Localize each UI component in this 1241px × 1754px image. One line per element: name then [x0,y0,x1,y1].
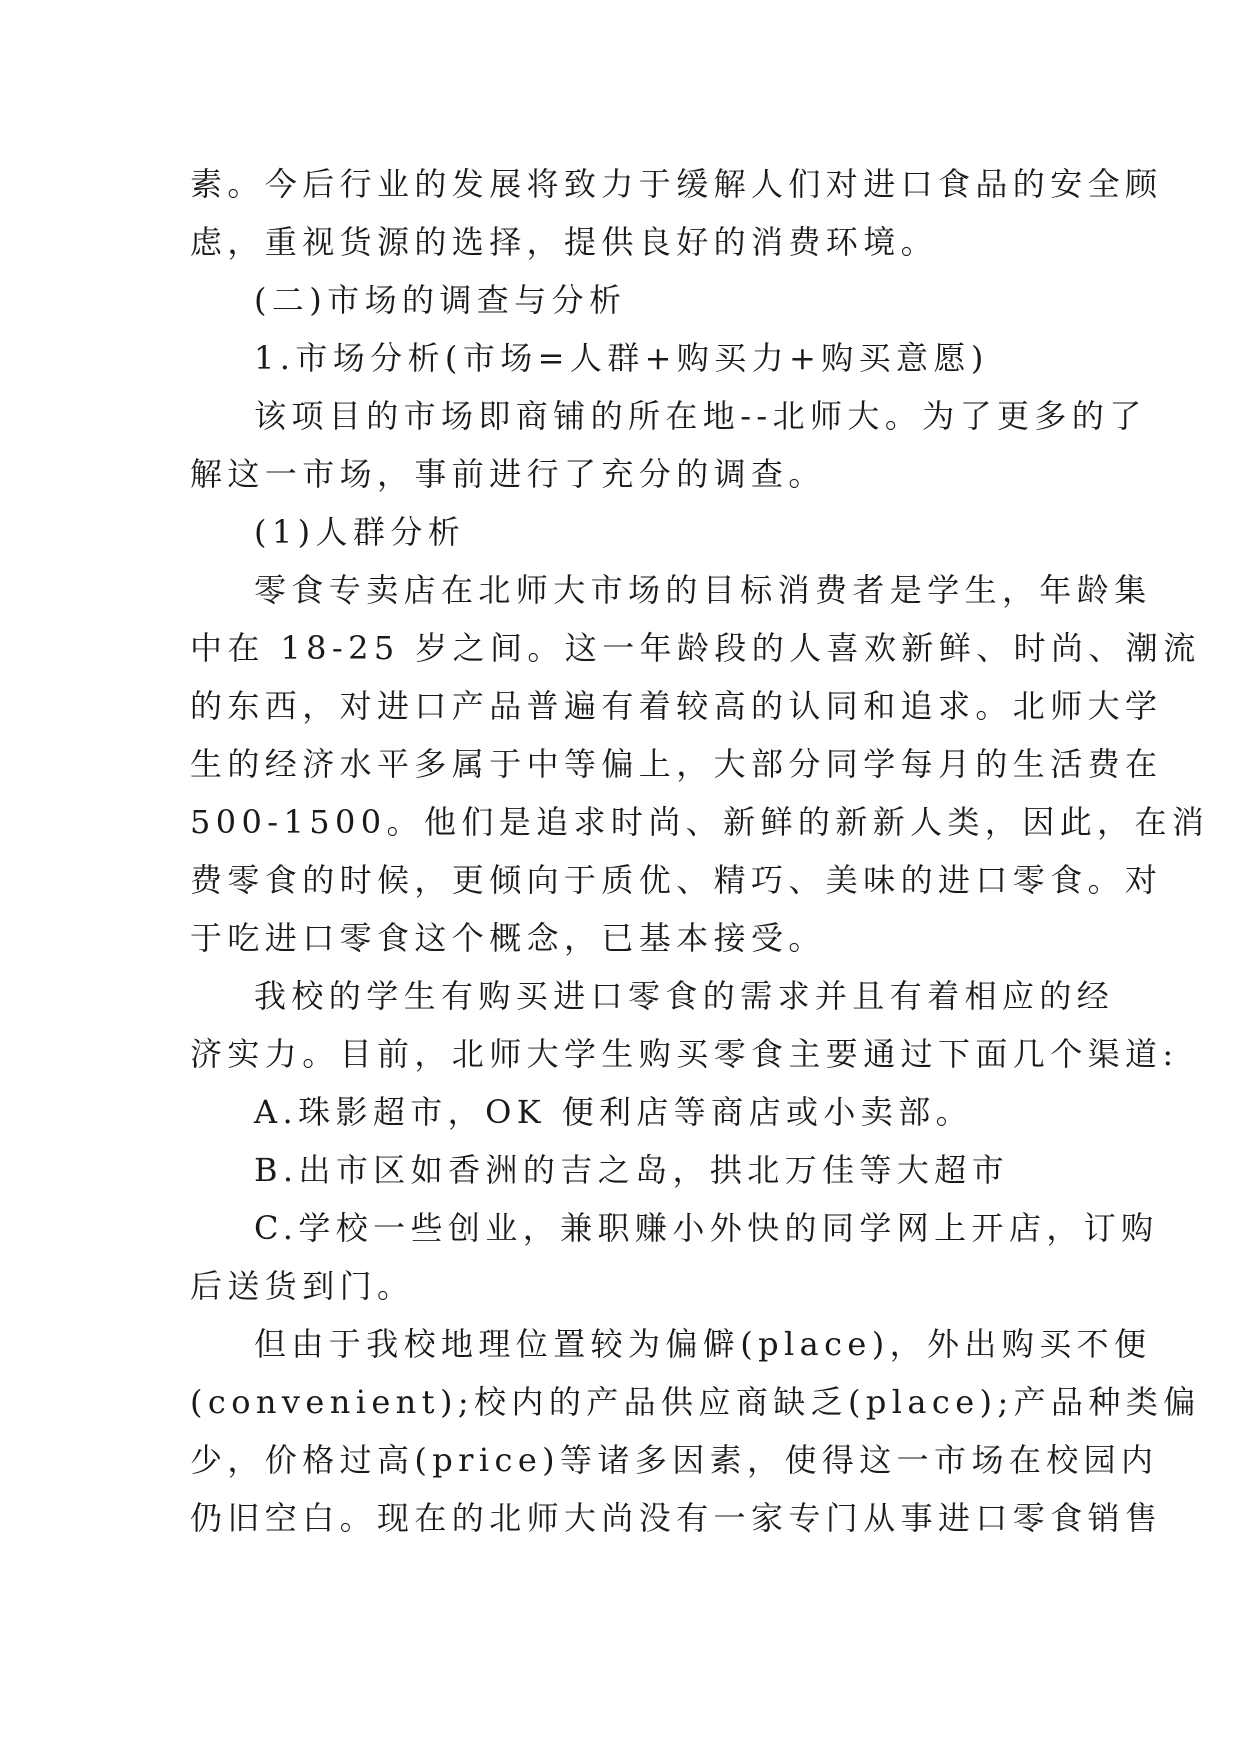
text-line: 少，价格过高(price)等诸多因素，使得这一市场在校园内 [190,1441,1159,1479]
text-line: 仍旧空白。现在的北师大尚没有一家专门从事进口零食销售 [190,1499,1163,1537]
text-line: 500-1500。他们是追求时尚、新鲜的新新人类，因此，在消 [190,803,1210,841]
list-item: A.珠影超市，OK 便利店等商店或小卖部。 [254,1093,973,1131]
text-line: 素。今后行业的发展将致力于缓解人们对进口食品的安全顾 [190,165,1163,203]
text-line: 解这一市场，事前进行了充分的调查。 [190,455,826,493]
text-line: 虑，重视货源的选择，提供良好的消费环境。 [190,223,939,261]
section-heading: (二)市场的调查与分析 [254,281,627,319]
text-line: (convenient);校内的产品供应商缺乏(place);产品种类偏 [190,1383,1201,1421]
document-page [190,155,1210,1547]
list-item: B.出市区如香洲的吉之岛，拱北万佳等大超市 [254,1151,1010,1189]
subsection-heading: (1)人群分析 [254,513,466,551]
text-line: 费零食的时候，更倾向于质优、精巧、美味的进口零食。对 [190,861,1163,899]
text-line: 我校的学生有购买进口零食的需求并且有着相应的经 [254,977,1115,1015]
text-line: 生的经济水平多属于中等偏上，大部分同学每月的生活费在 [190,745,1163,783]
text-line: 济实力。目前，北师大学生购买零食主要通过下面几个渠道: [190,1035,1179,1073]
text-line: 于吃进口零食这个概念，已基本接受。 [190,919,826,957]
text-line: 该项目的市场即商铺的所在地--北师大。为了更多的了 [254,397,1147,435]
text-line: 零食专卖店在北师大市场的目标消费者是学生，年龄集 [254,571,1152,609]
text-line: 的东西，对进口产品普遍有着较高的认同和追求。北师大学 [190,687,1163,725]
list-item: C.学校一些创业，兼职赚小外快的同学网上开店，订购 [254,1209,1159,1247]
text-line: 但由于我校地理位置较为偏僻(place)，外出购买不便 [254,1325,1152,1363]
text-line: 后送货到门。 [190,1267,415,1305]
subsection-heading: 1.市场分析(市场=人群+购买力+购买意愿) [254,339,989,377]
text-line: 中在 18-25 岁之间。这一年龄段的人喜欢新鲜、时尚、潮流 [190,629,1201,667]
